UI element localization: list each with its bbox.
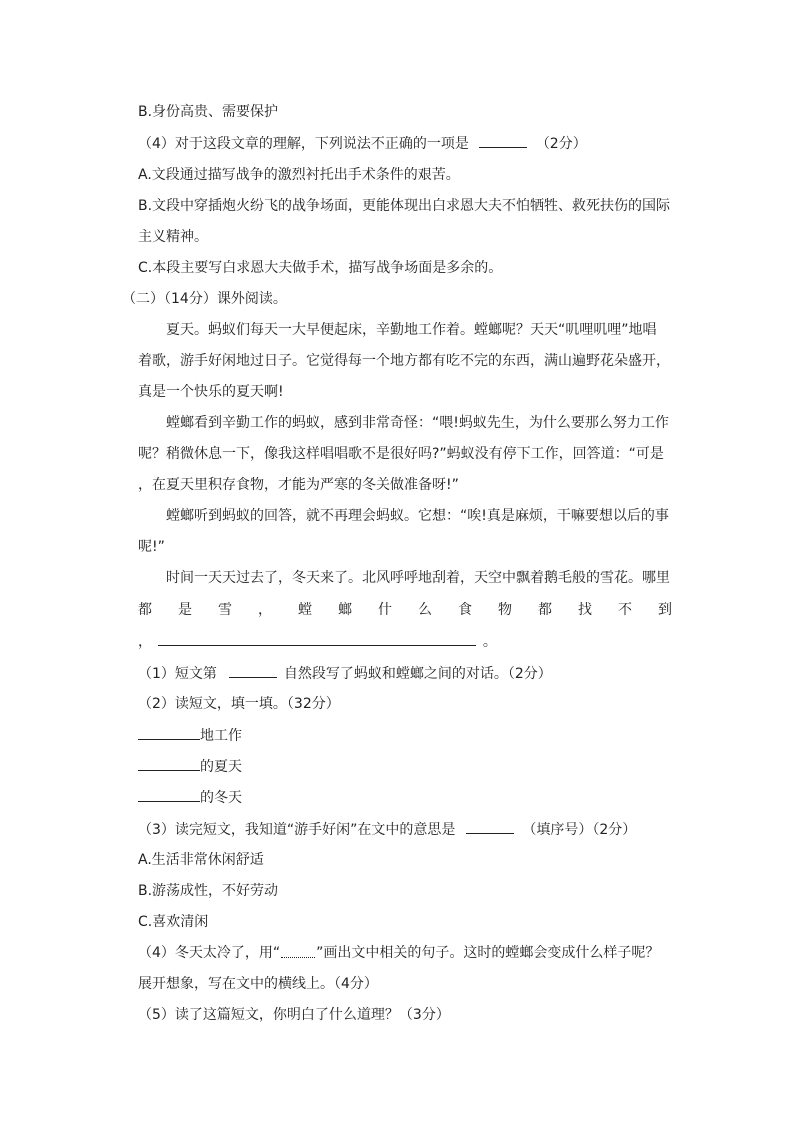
- paragraph-3-line1: 螳螂听到蚂蚁的回答，就不再理会蚂蚁。它想：“唉!真是麻烦，干嘛要想以后的事: [166, 508, 669, 524]
- question-4-option-b-line2: 主义精神。: [138, 229, 208, 245]
- question-4-suffix: ”画出文中相关的句子。这时的螳螂会变成什么样子呢？: [316, 945, 660, 961]
- paragraph-2-line2: 呢？稍微休息一下，像我这样唱唱歌不是很好吗?”蚂蚁没有停下工作，回答道：“可是: [138, 446, 664, 462]
- question-4-score: （2分）: [535, 136, 587, 152]
- char: 什: [378, 602, 392, 618]
- wavy-underline-mark: [281, 949, 315, 958]
- char: 物: [498, 602, 512, 618]
- comma: ，: [138, 634, 152, 650]
- paragraph-3-line2: 呢!”: [138, 539, 165, 555]
- fill-item-3-text: 的冬天: [200, 790, 242, 806]
- question-1: [138, 664, 552, 683]
- question-1-suffix: 自然段写了蚂蚁和螳螂之间的对话。（2分）: [283, 666, 552, 682]
- section-heading: （二）（14分）课外阅读。: [122, 291, 287, 307]
- question-3-option-a: A.生活非常休闲舒适: [138, 852, 264, 868]
- paragraph-4-line1: 时间一天天过去了，冬天来了。北风呼呼地刮着，天空中飘着鹅毛般的雪花。哪里: [166, 570, 670, 586]
- question-3-option-b: B.游荡成性，不好劳动: [138, 883, 279, 899]
- option-b-previous: B.身份高贵、需要保护: [138, 104, 279, 120]
- question-4-prefix: （4）冬天太冷了，用“: [138, 945, 281, 961]
- fill-item-2: [138, 757, 242, 776]
- paragraph-1-line1: 夏天。蚂蚁们每天一大早便起床，辛勤地工作着。螳螂呢？天天“叽哩叽哩”地唱: [166, 322, 657, 338]
- question-3-suffix: （填序号）（2分）: [522, 822, 637, 838]
- question-3-option-c: C.喜欢清闲: [138, 914, 209, 930]
- char: 是: [178, 602, 192, 618]
- question-3: [138, 820, 636, 839]
- char: ，: [258, 602, 272, 618]
- answer-blank[interactable]: [138, 757, 200, 771]
- answer-blank[interactable]: [138, 726, 200, 740]
- fill-item-1-text: 地工作: [200, 728, 242, 744]
- question-4: [138, 944, 659, 962]
- question-4-prompt: [138, 134, 587, 153]
- fill-item-1: [138, 726, 242, 745]
- answer-blank[interactable]: [479, 134, 527, 148]
- imagination-answer-line[interactable]: [158, 632, 476, 646]
- paragraph-2-line3: ，在夏天里积存食物，才能为严寒的冬关做准备呀!”: [138, 477, 459, 493]
- char: 食: [458, 602, 472, 618]
- paragraph-4-line2: [138, 601, 672, 619]
- char: 螳: [298, 602, 312, 618]
- char: 不: [618, 602, 632, 618]
- question-5: （5）读了这篇短文，你明白了什么道理？（3分）: [138, 1007, 450, 1023]
- question-4-option-a: A.文段通过描写战争的激烈衬托出手术条件的艰苦。: [138, 167, 460, 183]
- question-1-prefix: （1）短文第: [138, 666, 217, 682]
- question-4-prompt-text: （4）对于这段文章的理解，下列说法不正确的一项是: [138, 136, 469, 152]
- paragraph-1-line2: 着歌，游手好闲地过日子。它觉得每一个地方都有吃不完的东西，满山遍野花朵盛开，: [138, 353, 670, 369]
- char: 么: [418, 602, 432, 618]
- question-2: （2）读短文，填一填。（32分）: [138, 696, 340, 712]
- fill-item-3: [138, 788, 242, 807]
- question-4-line2: 展开想象，写在文中的横线上。（4分）: [138, 976, 378, 992]
- question-4-option-b-line1: B.文段中穿插炮火纷飞的战争场面，更能体现出白求恩大夫不怕牺牲、救死扶伤的国际: [138, 198, 671, 214]
- char: 找: [578, 602, 592, 618]
- period: 。: [482, 634, 497, 650]
- char: 螂: [338, 602, 352, 618]
- char: 到: [658, 602, 672, 618]
- char: 雪: [218, 602, 232, 618]
- char: 都: [538, 602, 552, 618]
- paragraph-4-line3: [138, 632, 497, 651]
- question-3-prefix: （3）读完短文，我知道“游手好闲”在文中的意思是: [138, 822, 456, 838]
- char: 都: [138, 602, 152, 618]
- answer-blank[interactable]: [229, 664, 277, 678]
- fill-item-2-text: 的夏天: [200, 759, 242, 775]
- answer-blank[interactable]: [138, 788, 200, 802]
- paragraph-2-line1: 螳螂看到辛勤工作的蚂蚁，感到非常奇怪：“喂!蚂蚁先生，为什么要那么努力工作: [166, 415, 669, 431]
- answer-blank[interactable]: [466, 820, 514, 834]
- question-4-option-c: C.本段主要写白求恩大夫做手术，描写战争场面是多余的。: [138, 260, 503, 276]
- paragraph-1-line3: 真是一个快乐的夏天啊!: [138, 384, 284, 400]
